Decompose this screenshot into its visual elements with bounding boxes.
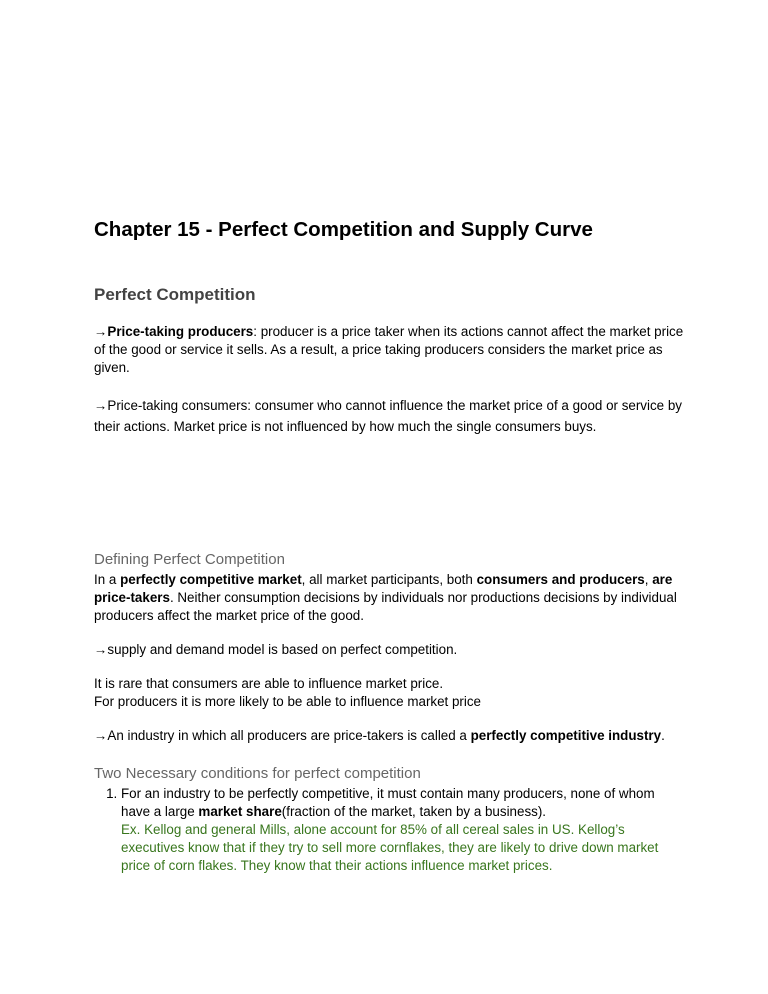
text: For an industry to be perfectly competitive, it must contain many producers, none of whom have a large	[121, 786, 655, 819]
section-heading: Perfect Competition	[94, 285, 256, 304]
conditions-list	[84, 785, 684, 875]
paragraph-supply-demand: →supply and demand model is based on perfect competition.	[94, 642, 458, 657]
document-title: Chapter 15 - Perfect Competition and Supply Curve	[94, 218, 593, 241]
bold-term: perfectly competitive industry	[470, 728, 662, 743]
text: .	[661, 728, 665, 743]
paragraph-rare	[94, 675, 684, 711]
text: In a	[94, 572, 121, 587]
paragraph-definition	[94, 571, 684, 625]
subheading-defining: Defining Perfect Competition	[94, 551, 285, 568]
bold-term: perfectly competitive market	[120, 572, 302, 587]
bold-term: Price-taking producers	[107, 324, 254, 339]
text-line: For producers it is more likely to be able to influence market price	[94, 694, 482, 709]
example-text: Ex. Kellog and general Mills, alone account for 85% of all cereal sales in US. Kellog’s executives know that if they try to sell more cornflakes, they are likely to drive down market price of corn flakes. They know that their actions influence market prices.	[121, 822, 659, 873]
subheading-conditions: Two Necessary conditions for perfect competition	[94, 765, 421, 782]
text: : producer is a price taker when its actions cannot affect the market price of the good or service it sells. As a result, a price taking producers considers the market price as given.	[94, 324, 684, 375]
text: →An industry in which all producers are price-takers is called a	[94, 728, 471, 743]
text: , all market participants, both	[301, 572, 477, 587]
text: . Neither consumption decisions by individuals nor productions decisions by individual producers affect the market price of the good.	[94, 590, 677, 623]
bold-term: market share	[198, 804, 282, 819]
bold-term: are price-takers	[94, 572, 673, 605]
bold-term: consumers and producers	[476, 572, 645, 587]
paragraph-price-taking-consumers: →Price-taking consumers: consumer who cannot influence the market price of a good or service by their actions. Market price is not influenced by how much the single consumers buys.	[94, 398, 682, 434]
paragraph-industry	[94, 727, 684, 745]
text: (fraction of the market, taken by a business).	[281, 804, 547, 819]
arrow: →	[94, 324, 108, 339]
list-item	[121, 785, 684, 875]
text: ,	[644, 572, 653, 587]
paragraph-price-taking-producers	[94, 323, 684, 377]
text-line: It is rare that consumers are able to influence market price.	[94, 676, 444, 691]
